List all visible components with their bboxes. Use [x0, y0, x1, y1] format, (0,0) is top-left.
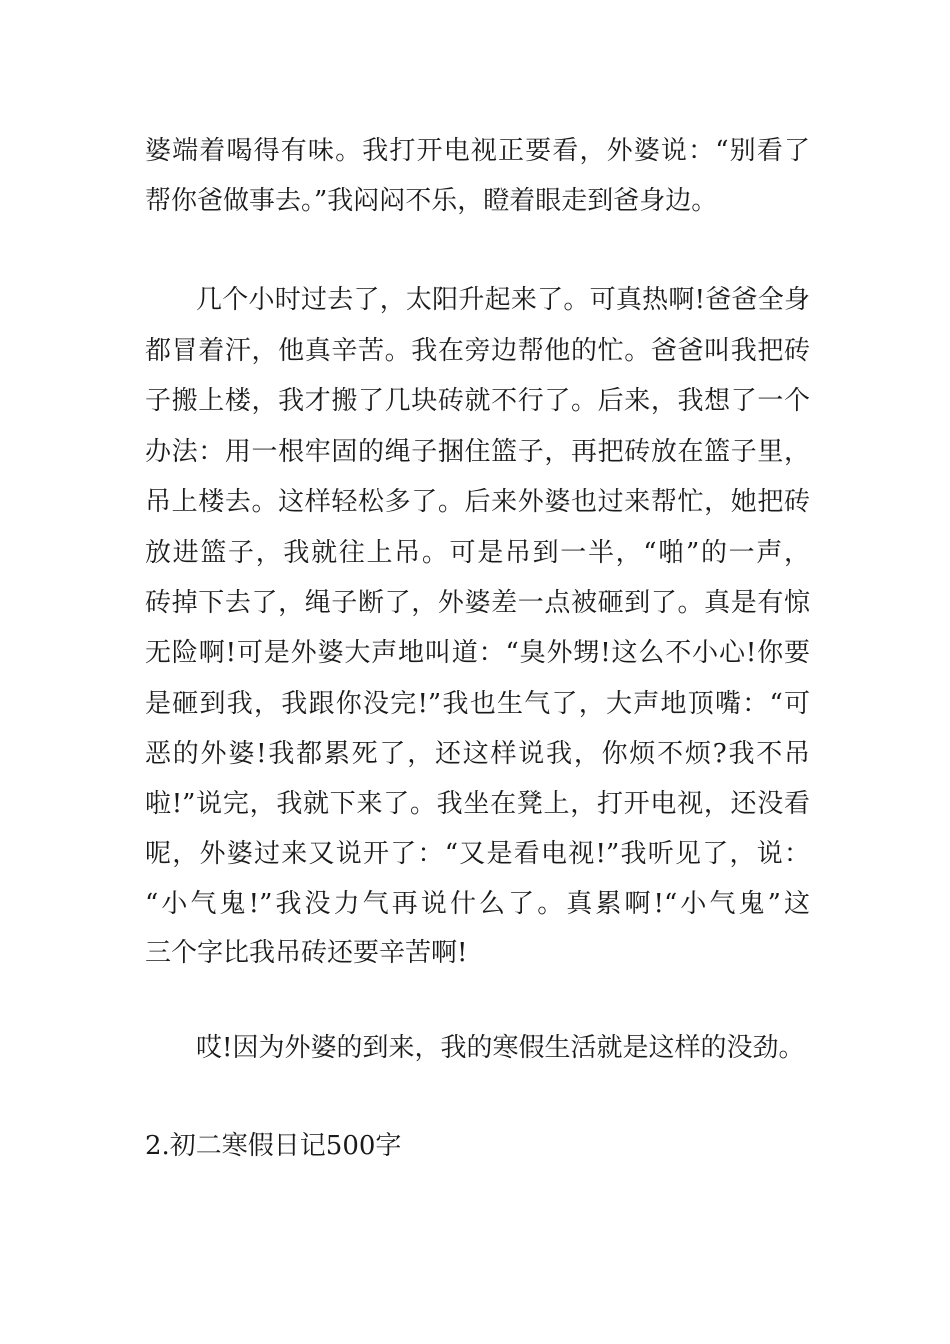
paragraph-2-line-7: 砖掉下去了，绳子断了，外婆差一点被砸到了。真是有惊	[145, 588, 810, 618]
paragraph-2-line-2: 都冒着汗，他真辛苦。我在旁边帮他的忙。爸爸叫我把砖	[145, 336, 810, 366]
section-heading: 2.初二寒假日记500字	[145, 1131, 402, 1161]
paragraph-3-line-1: 哎!因为外婆的到来，我的寒假生活就是这样的没劲。	[196, 1033, 805, 1063]
paragraph-1-line-2: 帮你爸做事去。”我闷闷不乐，瞪着眼走到爸身边。	[145, 186, 718, 216]
paragraph-2-line-12: 呢，外婆过来又说开了：“又是看电视!”我听见了，说：	[145, 839, 810, 869]
paragraph-2-line-5: 吊上楼去。这样轻松多了。后来外婆也过来帮忙，她把砖	[145, 487, 810, 517]
paragraph-2-line-11: 啦!”说完，我就下来了。我坐在凳上，打开电视，还没看	[145, 789, 810, 819]
paragraph-2-line-10: 恶的外婆!我都累死了，还这样说我，你烦不烦?我不吊	[145, 739, 810, 769]
paragraph-2-line-9: 是砸到我，我跟你没完!”我也生气了，大声地顶嘴：“可	[145, 689, 810, 719]
paragraph-2-line-14: 三个字比我吊砖还要辛苦啊!	[145, 938, 468, 968]
paragraph-2-line-6: 放进篮子，我就往上吊。可是吊到一半，“啪”的一声，	[145, 538, 810, 568]
paragraph-2-line-4: 办法：用一根牢固的绳子捆住篮子，再把砖放在篮子里，	[145, 437, 810, 467]
paragraph-2-line-8: 无险啊!可是外婆大声地叫道：“臭外甥!这么不小心!你要	[145, 638, 810, 668]
paragraph-2-line-13: “小气鬼!”我没力气再说什么了。真累啊!“小气鬼”这	[145, 889, 810, 919]
paragraph-1-line-1: 婆端着喝得有味。我打开电视正要看，外婆说：“别看了	[145, 136, 810, 166]
paragraph-2-line-1: 几个小时过去了，太阳升起来了。可真热啊!爸爸全身	[196, 285, 810, 315]
paragraph-2-line-3: 子搬上楼，我才搬了几块砖就不行了。后来，我想了一个	[145, 386, 810, 416]
